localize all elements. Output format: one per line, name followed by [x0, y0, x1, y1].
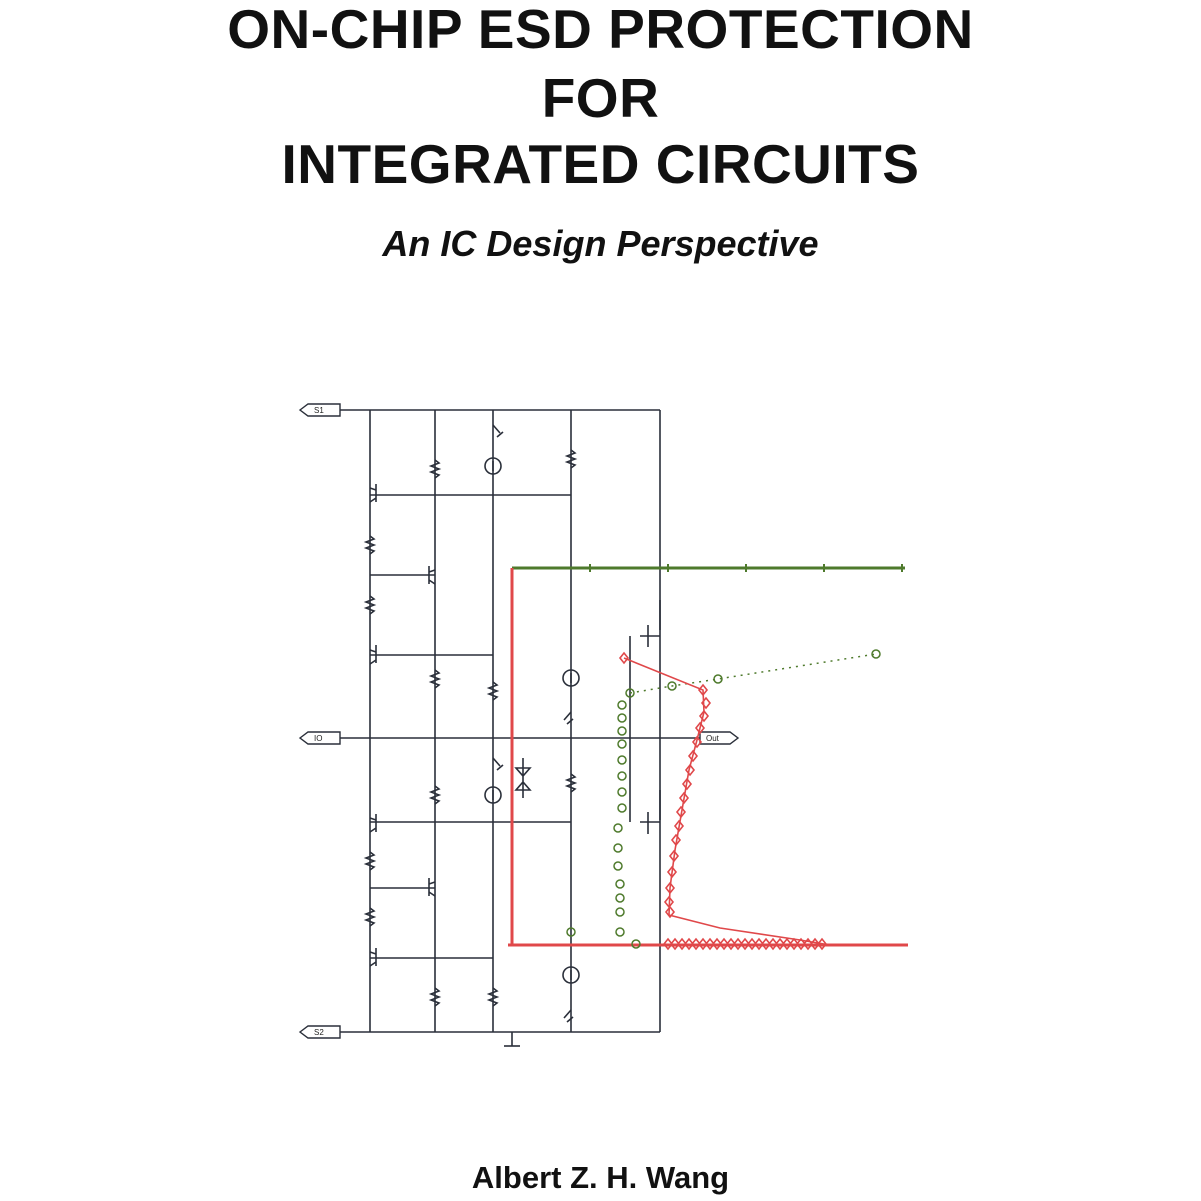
- pin-label-top: S1: [314, 406, 324, 415]
- red-axis: [508, 568, 908, 945]
- green-marker: [614, 824, 622, 832]
- green-marker: [616, 880, 624, 888]
- green-marker: [618, 772, 626, 780]
- green-marker: [618, 740, 626, 748]
- green-marker: [614, 862, 622, 870]
- green-marker: [618, 756, 626, 764]
- author: Albert Z. H. Wang: [471, 1160, 730, 1195]
- pin-label-bot: S2: [314, 1028, 324, 1037]
- green-marker: [618, 701, 626, 709]
- green-marker: [616, 908, 624, 916]
- red-curve: [620, 653, 830, 949]
- green-marker: [618, 788, 626, 796]
- subtitle: An IC Design Perspective: [382, 223, 819, 264]
- pin-label-out: Out: [706, 734, 719, 743]
- pin-label-mid: IO: [314, 734, 323, 743]
- title-line-2: FOR: [541, 67, 660, 129]
- green-marker: [616, 894, 624, 902]
- green-marker: [618, 727, 626, 735]
- green-curve: [567, 650, 880, 948]
- circuit-schematic: [340, 410, 700, 1046]
- green-marker: [618, 714, 626, 722]
- green-marker: [616, 928, 624, 936]
- green-marker: [614, 844, 622, 852]
- title-line-1: ON-CHIP ESD PROTECTION: [227, 0, 974, 60]
- green-marker: [618, 804, 626, 812]
- title-line-3: INTEGRATED CIRCUITS: [281, 133, 920, 195]
